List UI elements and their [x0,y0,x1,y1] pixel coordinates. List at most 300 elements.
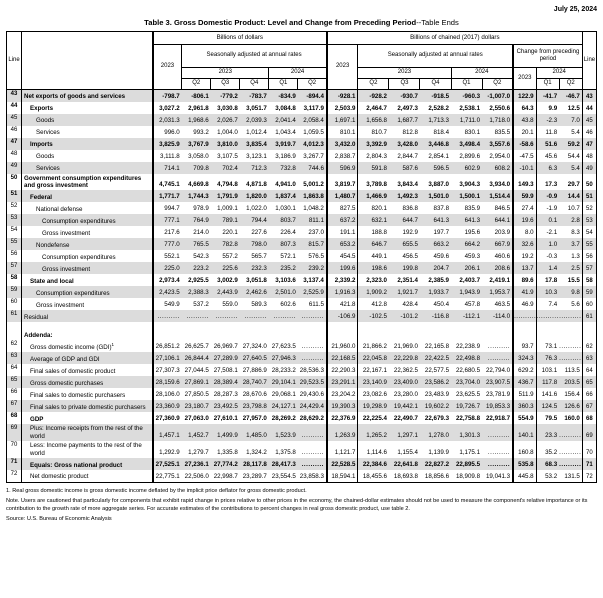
table-row [7,364,597,376]
value-cell: 702.4 [211,162,240,174]
value-cell: 51.6 [536,138,559,150]
value-cell: 807.3 [269,238,298,250]
value-cell: 26,844.4 [182,352,211,364]
value-cell: 27,957.0 [242,415,267,423]
value-cell: -783.7 [240,90,269,102]
not-available-dots: .......... [514,313,537,321]
value-cell: 2,804.3 [366,152,387,160]
line-number-left: 59 [7,286,22,298]
value-cell: 3,051.8 [246,277,267,285]
value-cell: 19.6 [513,214,536,226]
value-cell: 23,483.9 [424,391,450,399]
table-row [7,458,597,470]
value-cell: 1,139.9 [428,449,450,457]
value-cell: 22,422.5 [420,352,451,364]
value-cell: 1.4 [536,262,559,274]
value-cell: 2,339.2 [327,274,358,286]
table-row [7,376,597,388]
value-cell [298,458,327,470]
value-cell: 192.9 [402,229,418,237]
value-cell [536,328,559,340]
table-row [7,470,597,482]
value-cell [211,328,240,340]
table-row [7,238,597,250]
value-cell: 220.1 [222,229,238,237]
value-cell: 732.8 [269,162,298,174]
current-q1-2024-header: Q1 [269,79,298,90]
value-cell: 3,810.0 [211,138,240,150]
value-cell: 27,307.3 [155,367,180,375]
table-row [7,102,597,114]
value-cell: 3,084.8 [275,104,296,112]
value-cell: 239.2 [298,262,327,274]
table-row [7,250,597,262]
value-cell: 23,858.3 [298,470,327,482]
value-cell: 18,594.1 [327,470,358,482]
report-date: July 25, 2024 [553,6,597,13]
value-cell: 22,528.5 [327,458,358,470]
chained-2023-header: 2023 [358,68,451,79]
value-cell [559,458,582,470]
table-row [7,274,597,286]
value-cell: 2,058.4 [298,114,327,126]
line-number-left: 53 [7,214,22,226]
value-cell: 19,853.3 [482,400,513,412]
value-cell: 235.2 [269,262,298,274]
value-cell: 27,623.5 [271,343,296,351]
value-cell: 994.7 [164,205,180,213]
line-number-right: 68 [586,416,593,423]
value-cell: 28,117.8 [240,458,269,470]
line-number-left: 67 [7,400,22,412]
value-cell: 225.6 [211,262,240,274]
line-number-left: 54 [7,226,22,238]
value-cell: 19,298.9 [358,400,389,412]
change-group-header: Change from preceding period [513,45,582,68]
not-available-dots: .......... [487,432,511,440]
value-cell: 712.3 [240,162,269,174]
line-number-left: 46 [7,126,22,138]
not-available-dots: .......... [536,313,559,321]
not-available-dots: .......... [301,355,324,363]
value-cell: 225.0 [153,262,182,274]
value-cell: 663.2 [420,238,451,250]
value-cell: 596.5 [420,162,451,174]
not-available-dots: .......... [559,313,582,321]
value-cell: 22,376.9 [327,412,358,424]
line-number-right: 44 [586,105,593,112]
value-cell: 22,679.3 [424,415,450,423]
value-cell: 149.3 [513,174,536,191]
value-cell: 777.1 [153,214,182,226]
value-cell: 2,525.9 [298,286,327,298]
value-cell: 13.7 [513,262,536,274]
table-row [7,262,597,274]
value-cell: 23,291.1 [327,376,358,388]
value-cell: 667.9 [482,238,513,250]
not-available-dots: .......... [301,313,324,321]
value-cell: 554.9 [513,412,536,424]
line-number-right: 67 [582,400,596,412]
value-cell: 28,536.3 [298,364,327,376]
value-cell: 113.5 [559,364,582,376]
value-cell: -1.9 [546,205,558,213]
value-cell: 810.1 [327,126,358,138]
value-cell: 4,941.0 [275,181,296,189]
value-cell: 26,625.7 [184,343,209,351]
value-cell [298,352,327,364]
value-cell: 22,225.4 [362,415,387,423]
value-cell: 2,838.7 [327,150,358,162]
value-cell: 2.5 [559,262,582,274]
value-cell: 188.8 [371,229,387,237]
value-cell: 23,798.8 [240,400,269,412]
not-available-dots: .......... [244,313,267,321]
chained-q2-2023-header: Q2 [358,79,389,90]
table-row [7,340,597,352]
value-cell: 76.3 [536,352,559,364]
value-cell: 4,745.1 [159,181,180,189]
table-row [7,90,597,102]
chained-saar-header: Seasonally adjusted at annual rates [358,45,513,68]
value-cell: 20.1 [513,126,536,138]
chained-q3-2023-header: Q3 [389,79,420,90]
value-cell [513,328,536,340]
value-cell: 2,844.7 [397,152,418,160]
table-row [7,424,597,441]
value-cell: 27,525.1 [153,458,182,470]
value-cell: 2,899.6 [459,152,481,160]
value-cell: 2,423.5 [153,286,182,298]
value-cell [482,328,513,340]
value-cell: 827.5 [327,202,358,214]
value-cell: 64.3 [513,102,536,114]
value-cell: 1,916.3 [327,286,358,298]
value-cell: 131.5 [559,470,582,482]
row-label: Gross domestic income (GDI)$^1$ [22,340,153,352]
value-cell: 22,794.0 [482,364,513,376]
chained-q2-2024-header: Q2 [482,79,513,90]
value-cell: 812.8 [402,128,418,136]
row-label: Government consumption expenditures and gross investment [22,174,153,191]
change-q2-2024-header: Q2 [559,79,582,90]
table-row [7,412,597,424]
value-cell: 587.6 [389,162,420,174]
value-cell: 818.4 [433,128,450,136]
value-cell: 22,290.3 [327,364,358,376]
value-cell: 644.1 [482,214,513,226]
row-label: Services [22,162,153,174]
line-number-right: 65 [582,376,596,388]
value-cell: 124.5 [536,400,559,412]
value-cell [482,458,513,470]
value-cell [451,328,482,340]
value-cell: 664.2 [451,238,482,250]
value-cell: 837.8 [433,205,450,213]
value-cell: 549.9 [164,301,180,309]
value-cell: 28,740.7 [240,376,269,388]
value-cell: 830.1 [464,128,481,136]
row-label: National defense [22,202,153,214]
value-cell: 4,794.8 [217,181,238,189]
value-cell: 22,238.9 [455,343,481,351]
value-cell [240,328,269,340]
line-number-right: 49 [582,162,596,174]
value-cell: 23,554.5 [271,472,296,480]
table-row [7,286,597,298]
value-cell: 2,973.4 [159,277,180,285]
value-cell: 602.6 [280,301,296,309]
value-cell [298,310,327,322]
value-cell: 160.0 [559,412,582,424]
value-cell: 23,586.2 [420,376,451,388]
value-cell: 18,455.6 [362,472,387,480]
value-cell: 59.2 [559,138,582,150]
value-cell [389,328,420,340]
line-number-left: 65 [7,376,22,388]
value-cell: 1,697.1 [327,114,358,126]
value-cell: 1,523.9 [269,424,298,441]
value-cell: 3,123.1 [246,152,267,160]
value-cell: 2,497.3 [397,104,418,112]
value-cell: 454.5 [327,250,358,262]
value-cell: 3,117.9 [298,102,327,114]
value-cell: 27,360.9 [155,415,180,423]
value-cell: -101.2 [389,310,420,322]
line-number-left: 57 [7,262,22,274]
value-cell: 1,837.4 [269,190,298,202]
value-cell: 93.7 [513,340,536,352]
value-cell: 709.8 [182,162,211,174]
value-cell: 2,503.9 [327,102,358,114]
value-cell: 655.5 [389,238,420,250]
current-q4-2023-header: Q4 [240,79,269,90]
value-cell: 978.9 [193,205,209,213]
value-cell: 1,500.1 [451,190,482,202]
table-title [6,18,597,27]
value-cell: 22,384.6 [358,458,389,470]
value-cell [536,310,559,322]
value-cell: 28,670.6 [242,391,267,399]
value-cell: 21,866.2 [362,343,387,351]
row-label: Goods [22,114,153,126]
value-cell: 1,043.4 [275,128,296,136]
value-cell: 653.2 [327,238,358,250]
value-cell: 2,528.2 [428,104,450,112]
line-number-right: 46 [586,129,593,136]
line-number-left: 50 [7,174,22,191]
row-label: Addenda: [22,328,153,340]
value-cell: 1,466.9 [358,190,389,202]
line-number-right: 62 [586,344,593,351]
value-cell [482,340,513,352]
value-cell: 204.7 [420,262,451,274]
value-cell: 10.3 [536,286,559,298]
value-cell: 0.1 [536,214,559,226]
value-cell: 1,968.6 [182,114,211,126]
value-cell: 3,919.7 [269,138,298,150]
value-cell [182,310,211,322]
value-cell: 17.8 [545,277,558,285]
value-cell: 27.4 [513,202,536,214]
line-number-left: 48 [7,150,22,162]
value-cell: 542.3 [193,253,209,261]
value-cell: 421.8 [327,298,358,310]
value-cell: 1,297.1 [389,424,420,441]
value-cell: 4,012.3 [298,138,327,150]
line-number-left: 49 [7,162,22,174]
value-cell: 18,693.8 [393,472,418,480]
not-available-dots: .......... [487,343,511,351]
value-cell: 3,557.6 [482,138,513,150]
value-cell: 3,428.0 [389,138,420,150]
chained-2024-header: 2024 [451,68,513,79]
value-cell: 8.0 [513,226,536,238]
change-2024-header: 2024 [536,68,582,79]
line-number-right: 61 [582,310,596,322]
value-cell: 5.4 [559,126,582,138]
value-cell: 203.5 [559,376,582,388]
value-cell: 572.1 [280,253,296,261]
value-cell: 117.8 [536,376,559,388]
row-label: Services [22,126,153,138]
current-q2-2023-header: Q2 [182,79,211,90]
value-cell: 29,104.1 [269,376,298,388]
value-cell: 9.8 [559,286,582,298]
row-label: Residual [22,310,153,322]
value-cell: 22,758.8 [455,415,481,423]
line-number-left: 51 [7,190,22,202]
value-cell: 2,854.1 [428,152,450,160]
value-cell: 2,538.1 [459,104,481,112]
value-cell: 1,744.3 [182,190,211,202]
value-cell: 1,820.0 [240,190,269,202]
not-available-dots: .......... [559,343,582,351]
value-cell: 206.1 [451,262,482,274]
value-cell: 46.9 [513,298,536,310]
value-cell: 3,789.8 [366,181,387,189]
value-cell: 1,004.0 [217,128,238,136]
value-cell: -798.7 [153,90,182,102]
table-row [7,214,597,226]
value-cell: 22,895.5 [451,458,482,470]
table-row [7,162,597,174]
value-cell: 1,863.8 [298,190,327,202]
value-cell: 3,058.0 [188,152,209,160]
line-number-left: 72 [7,470,22,482]
value-cell: 589.3 [251,301,267,309]
value-cell: 1,114.6 [366,449,387,457]
line-header-left: Line [7,32,22,90]
value-cell: 191.1 [327,226,358,238]
value-cell: -806.1 [182,90,211,102]
value-cell: 1,921.7 [389,286,420,298]
change-q1-2024-header: Q1 [536,79,559,90]
value-cell: 23,409.0 [389,376,420,388]
current-2023-header: 2023 [182,68,269,79]
line-number-left: 56 [7,250,22,262]
value-cell: 19.2 [513,250,536,262]
value-cell: 22,362.5 [393,367,418,375]
row-label: Net exports of goods and services [22,90,153,102]
value-cell [153,328,182,340]
value-cell: 28,417.3 [269,458,298,470]
value-cell: 552.1 [164,253,180,261]
value-cell: 23,360.9 [153,400,182,412]
value-cell: 777.0 [153,238,182,250]
value-cell: 27,610.1 [213,415,238,423]
value-cell: 8.3 [559,226,582,238]
value-cell: 22,577.5 [424,367,450,375]
value-cell: 1,933.7 [420,286,451,298]
value-cell: 198.6 [358,262,389,274]
value-cell: 3.7 [559,238,582,250]
current-2023-annual-header: 2023 [153,45,182,90]
value-cell: 89.6 [513,274,536,286]
value-cell: 611.5 [298,298,327,310]
value-cell: -2.1 [546,229,558,237]
not-available-dots: .......... [157,313,180,321]
value-cell: 28,233.2 [271,367,296,375]
value-cell: 3,027.2 [159,104,180,112]
value-cell: 27,044.5 [184,367,209,375]
value-cell: 1,457.1 [153,424,182,441]
value-cell: 22,506.0 [184,472,209,480]
footnote-1: 1. Real gross domestic income is gross domestic income deflated by the implicit price deflator for gross domestic product. [6,487,307,494]
value-cell: 1,718.0 [482,114,513,126]
value-cell: -930.7 [389,90,420,102]
gdp-table [6,31,597,483]
line-number-right: 52 [586,206,593,213]
value-cell: 27,850.5 [184,391,209,399]
value-cell [153,310,182,322]
value-cell: 835.5 [482,126,513,138]
value-cell: 79.5 [545,415,558,423]
current-dollars-group-header: Billions of dollars [153,32,327,45]
value-cell: 412.8 [371,301,387,309]
line-number-right: 70 [586,450,593,457]
value-cell: 23,289.7 [242,472,267,480]
value-cell: 3,887.0 [428,181,450,189]
value-cell: 3,392.9 [358,138,389,150]
row-label: Final sales to private domestic purchasers [22,400,153,412]
chained-q1-2024-header: Q1 [451,79,482,90]
value-cell: 449.1 [371,253,387,261]
row-label: Imports [22,138,153,150]
value-cell: 1,480.7 [327,190,358,202]
value-cell: 22,167.1 [362,367,387,375]
value-cell [559,424,582,441]
value-cell: 208.6 [482,262,513,274]
value-cell: 2,323.0 [366,277,387,285]
value-cell: 23,625.5 [455,391,481,399]
value-cell: 3,030.8 [217,104,238,112]
chained-dollars-group-header: Billions of chained (2017) dollars [327,32,582,45]
table-row [7,226,597,238]
value-cell: 10.7 [559,202,582,214]
value-cell: 1,501.0 [420,190,451,202]
value-cell: -46.7 [559,90,582,102]
value-cell: 1,335.8 [217,449,238,457]
value-cell [298,424,327,441]
value-cell: -106.9 [327,310,358,322]
line-number-right: 60 [586,302,593,309]
value-cell: 1,492.3 [389,190,420,202]
value-cell: 2,961.8 [188,104,209,112]
row-label: Consumption expenditures [22,214,153,226]
row-label: Gross investment [22,298,153,310]
table-header [7,32,597,90]
